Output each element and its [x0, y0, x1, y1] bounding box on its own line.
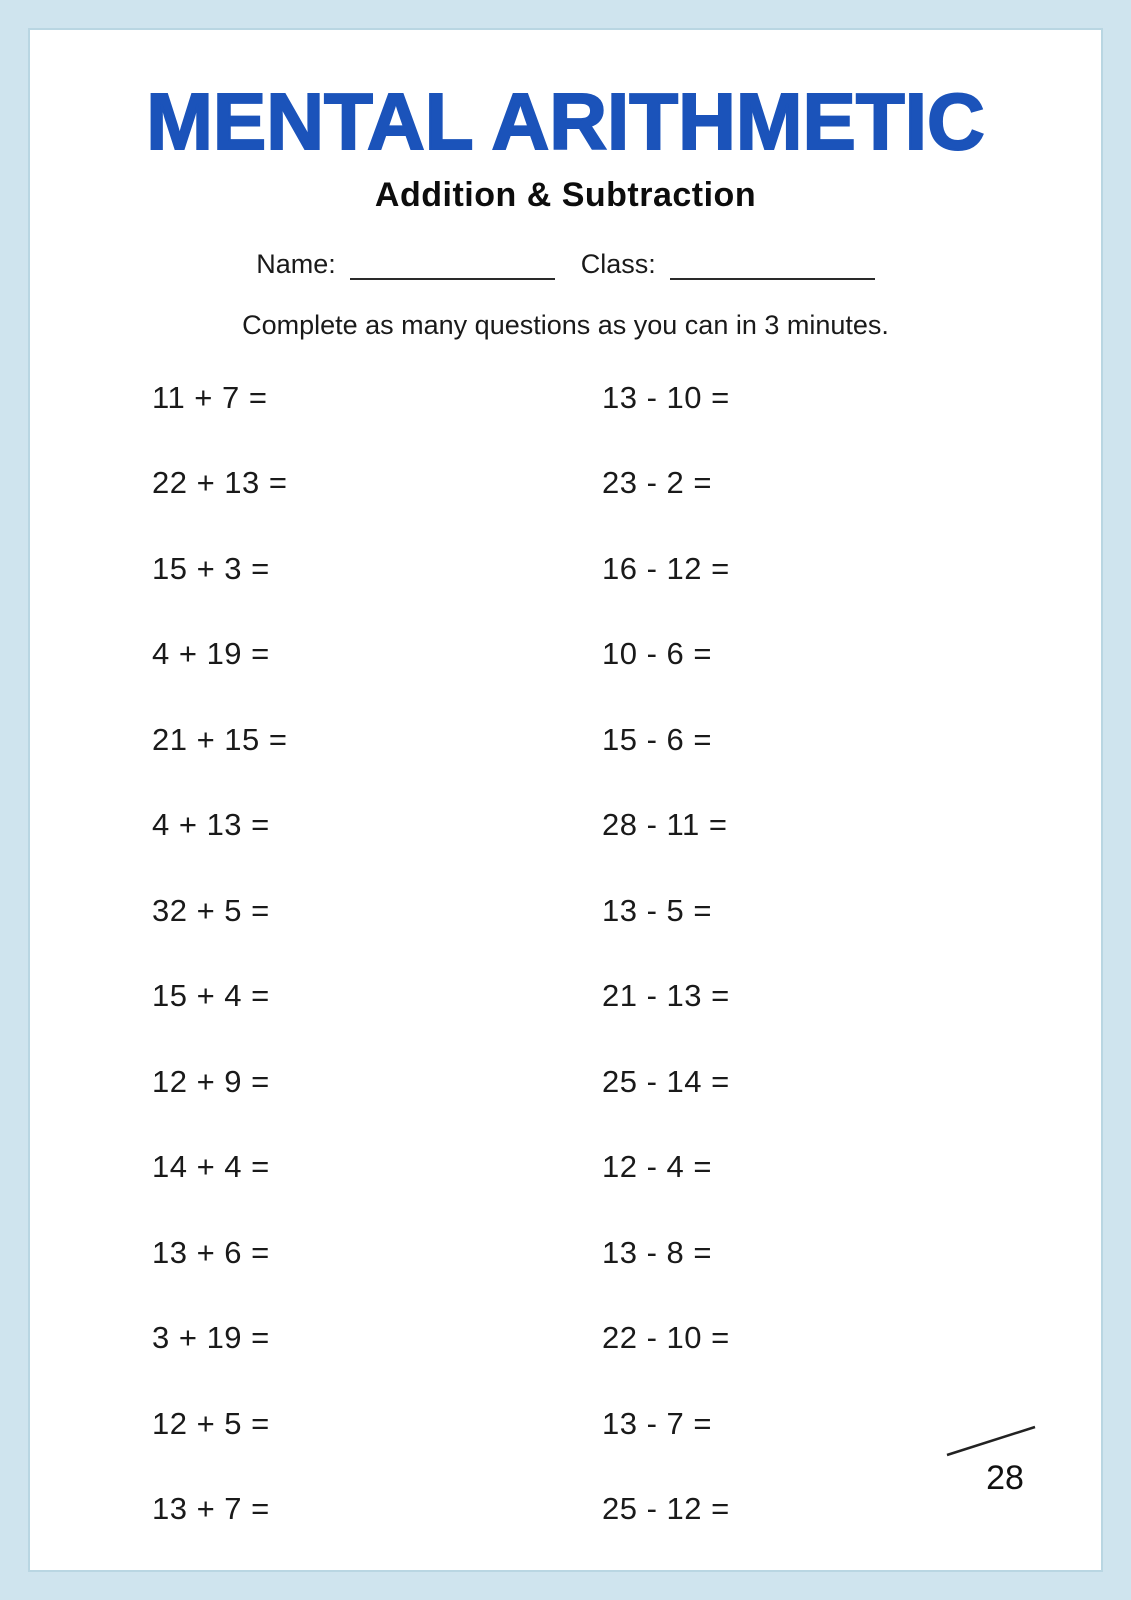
problem-row [152, 1467, 1041, 1553]
problem-right: 25 - 12 = [602, 1491, 730, 1527]
problem-left: 15 + 3 = [152, 550, 270, 586]
problem-right: 13 - 8 = [602, 1234, 712, 1270]
problem-left: 22 + 13 = [152, 465, 288, 501]
worksheet-page [28, 28, 1103, 1572]
problem-row [152, 612, 1041, 698]
problem-left: 21 + 15 = [152, 721, 288, 757]
problem-right: 13 - 10 = [602, 379, 730, 415]
problems-grid [30, 355, 1101, 1552]
problem-right: 10 - 6 = [602, 636, 712, 672]
problem-right: 13 - 7 = [602, 1405, 712, 1441]
problem-right: 16 - 12 = [602, 550, 730, 586]
problem-left: 4 + 19 = [152, 636, 270, 672]
page-number-slash [945, 1423, 1037, 1457]
page-number: 28 [986, 1459, 1024, 1497]
name-blank-field [350, 250, 555, 280]
problem-row [152, 868, 1041, 954]
problem-left: 14 + 4 = [152, 1149, 270, 1185]
class-blank-field [670, 250, 875, 280]
problem-row [152, 441, 1041, 527]
problem-left: 13 + 7 = [152, 1491, 270, 1527]
class-label: Class: [580, 249, 656, 279]
problem-left: 4 + 13 = [152, 807, 270, 843]
problem-row [152, 697, 1041, 783]
problem-right: 23 - 2 = [602, 465, 712, 501]
problem-row [152, 1296, 1041, 1382]
problem-row [152, 783, 1041, 869]
name-class-row [30, 249, 1101, 280]
problem-left: 13 + 6 = [152, 1234, 270, 1270]
problem-row [152, 355, 1041, 441]
problem-row [152, 1125, 1041, 1211]
problem-row [152, 1210, 1041, 1296]
problem-row [152, 1039, 1041, 1125]
problem-left: 3 + 19 = [152, 1320, 270, 1356]
problem-row [152, 1381, 1041, 1467]
problem-right: 25 - 14 = [602, 1063, 730, 1099]
problem-left: 32 + 5 = [152, 892, 270, 928]
name-label: Name: [256, 249, 336, 279]
problem-left: 12 + 5 = [152, 1405, 270, 1441]
problem-row [152, 954, 1041, 1040]
page-title: MENTAL ARITHMETIC [146, 77, 985, 166]
problem-right: 28 - 11 = [602, 807, 728, 843]
problem-right: 21 - 13 = [602, 978, 730, 1014]
problem-left: 11 + 7 = [152, 379, 268, 415]
problem-left: 12 + 9 = [152, 1063, 270, 1099]
page-subtitle: Addition & Subtraction [374, 176, 757, 214]
problem-right: 12 - 4 = [602, 1149, 712, 1185]
instruction-text: Complete as many questions as you can in 3 minutes. [242, 310, 889, 340]
problem-right: 22 - 10 = [602, 1320, 730, 1356]
problem-left: 15 + 4 = [152, 978, 270, 1014]
problem-row [152, 526, 1041, 612]
page-number-block [943, 1423, 1039, 1498]
problem-right: 15 - 6 = [602, 721, 712, 757]
problem-right: 13 - 5 = [602, 892, 712, 928]
